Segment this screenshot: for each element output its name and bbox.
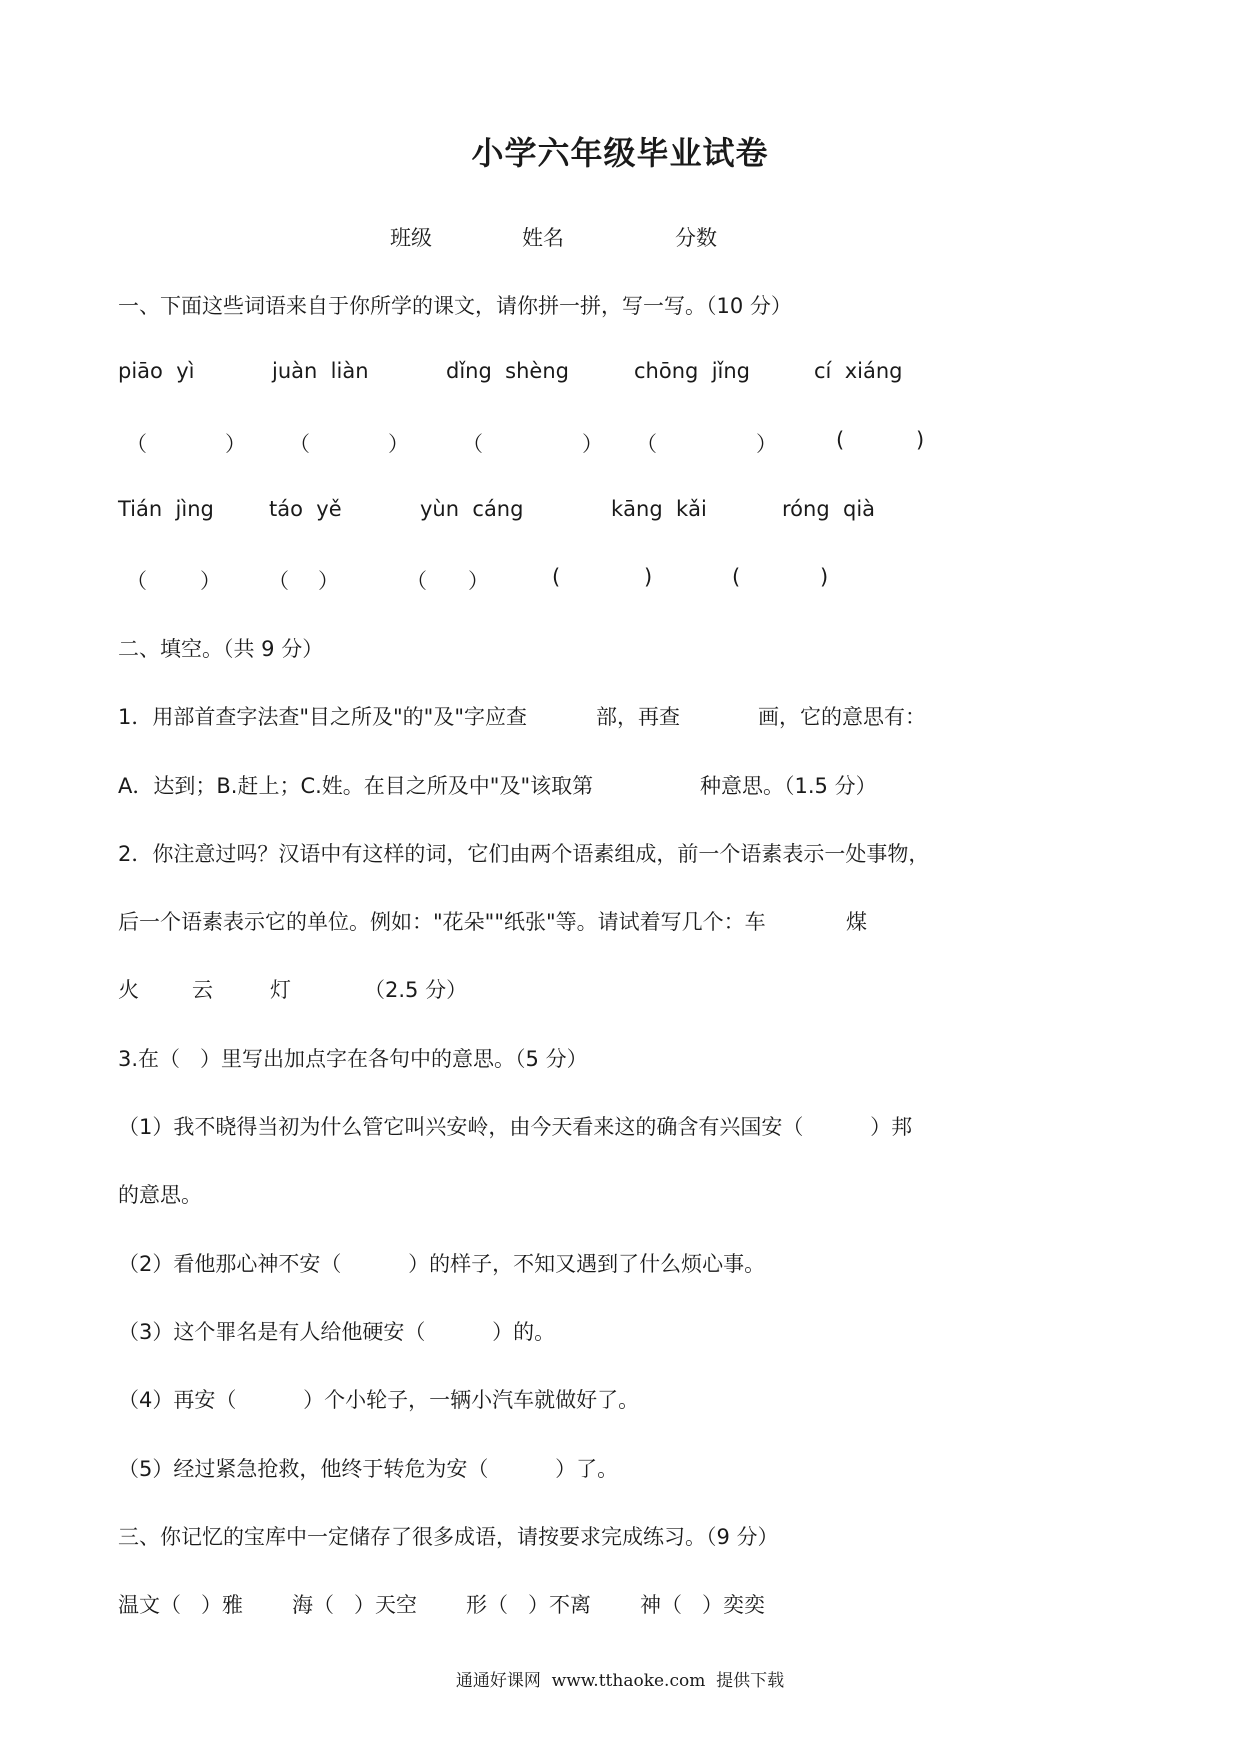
answer-blank: ) <box>644 565 653 589</box>
pinyin-item: cí xiáng <box>814 359 903 383</box>
q3-item: （1）我不晓得当初为什么管它叫兴安岭，由今天看来这的确含有兴国安（ ）邦 <box>118 1115 913 1139</box>
pinyin-item: chōng jǐng <box>634 359 751 383</box>
q1-text: 种意思。（1.5 分） <box>700 774 877 798</box>
section1-heading: 一、下面这些词语来自于你所学的课文，请你拼一拼，写一写。（10 分） <box>118 294 792 318</box>
answer-blank: ) <box>820 565 829 589</box>
answer-blank[interactable]: （ <box>126 432 147 456</box>
answer-blank: ） <box>388 432 409 456</box>
section2-heading: 二、填空。（共 9 分） <box>118 637 324 661</box>
pinyin-item: dǐng shèng <box>446 359 569 383</box>
q2-text: 灯 <box>270 978 291 1002</box>
class-label: 班级 <box>390 226 432 250</box>
answer-blank: ） <box>318 569 339 593</box>
answer-blank: ） <box>200 569 221 593</box>
answer-blank[interactable]: （ <box>636 432 657 456</box>
pinyin-item: Tián jìng <box>118 497 214 521</box>
answer-blank[interactable]: （ <box>268 569 289 593</box>
answer-blank: ） <box>225 432 246 456</box>
answer-blank[interactable]: （ <box>126 569 147 593</box>
answer-blank: ） <box>582 432 603 456</box>
page-title: 小学六年级毕业试卷 <box>471 134 769 172</box>
pinyin-item: róng qià <box>782 497 876 521</box>
pinyin-item: juàn liàn <box>272 359 369 383</box>
idiom-item: 神（ ）奕奕 <box>640 1593 766 1617</box>
q1-text: A．达到；B.赶上；C.姓。在目之所及中"及"该取第 <box>118 774 594 798</box>
section3-heading: 三、你记忆的宝库中一定储存了很多成语，请按要求完成练习。（9 分） <box>118 1525 779 1549</box>
q2-text: （2.5 分） <box>364 978 468 1002</box>
q2-text: 后一个语素表示它的单位。例如："花朵""纸张"等。请试着写几个：车 <box>118 910 766 934</box>
idiom-item: 海（ ）天空 <box>292 1593 418 1617</box>
pinyin-item: kāng kǎi <box>611 497 707 521</box>
q3-item: （2）看他那心神不安（ ）的样子，不知又遇到了什么烦心事。 <box>118 1252 766 1276</box>
answer-blank[interactable]: ( <box>732 565 741 589</box>
q3-item: 的意思。 <box>118 1183 202 1207</box>
pinyin-item: piāo yì <box>118 359 195 383</box>
answer-blank: ) <box>916 428 925 452</box>
q1-text: 画，它的意思有： <box>758 705 926 729</box>
footer-credit: 通通好课网 www.tthaoke.com 提供下载 <box>455 1671 785 1691</box>
q2-text: 火 <box>118 978 139 1002</box>
q2-text: 2．你注意过吗？汉语中有这样的词，它们由两个语素组成，前一个语素表示一处事物， <box>118 842 930 866</box>
q3-item: （4）再安（ ）个小轮子，一辆小汽车就做好了。 <box>118 1388 640 1412</box>
answer-blank[interactable]: （ <box>462 432 483 456</box>
q3-heading: 3.在（ ）里写出加点字在各句中的意思。（5 分） <box>118 1047 588 1071</box>
answer-blank[interactable]: ( <box>836 428 845 452</box>
q3-item: （3）这个罪名是有人给他硬安（ ）的。 <box>118 1320 556 1344</box>
idiom-item: 形（ ）不离 <box>466 1593 592 1617</box>
score-label: 分数 <box>675 226 717 250</box>
answer-blank: ） <box>468 569 489 593</box>
answer-blank[interactable]: （ <box>289 432 310 456</box>
pinyin-item: yùn cáng <box>420 497 524 521</box>
answer-blank[interactable]: ( <box>552 565 561 589</box>
name-label: 姓名 <box>522 226 564 250</box>
q3-item: （5）经过紧急抢救，他终于转危为安（ ）了。 <box>118 1457 619 1481</box>
answer-blank: ） <box>756 432 777 456</box>
q2-text: 煤 <box>846 910 867 934</box>
answer-blank[interactable]: （ <box>406 569 427 593</box>
q1-text: 部，再查 <box>596 705 680 729</box>
q2-text: 云 <box>192 978 213 1002</box>
q1-text: 1．用部首查字法查"目之所及"的"及"字应查 <box>118 705 527 729</box>
idiom-item: 温文（ ）雅 <box>118 1593 244 1617</box>
pinyin-item: táo yě <box>269 497 342 521</box>
